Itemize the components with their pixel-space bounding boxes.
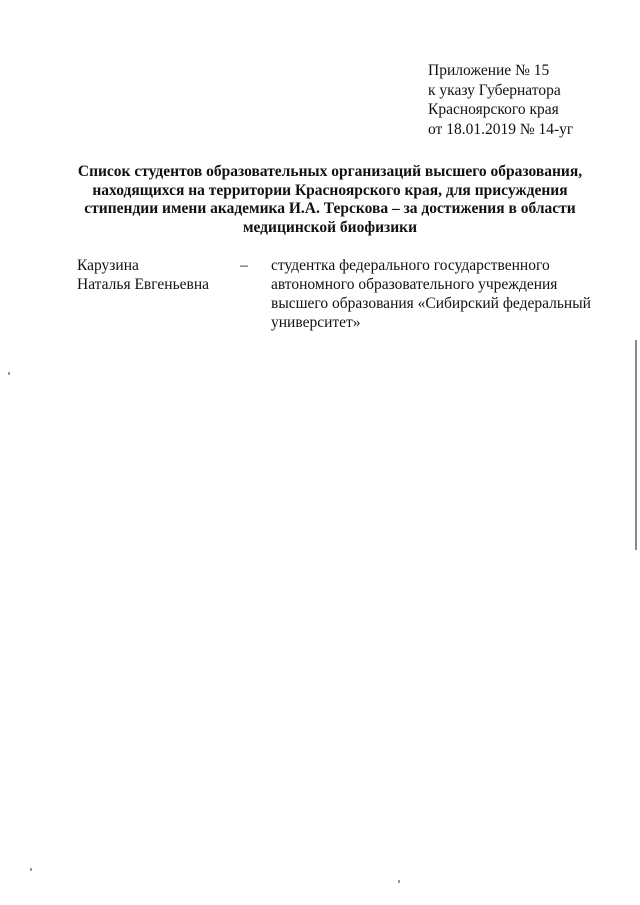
title-line: Список студентов образовательных организаций высшего образования,	[77, 163, 583, 180]
title-line: находящихся на территории Красноярского края, для присуждения	[92, 181, 568, 199]
document-title	[70, 163, 590, 237]
title-line: медицинской биофизики	[242, 218, 418, 236]
student-name	[77, 256, 209, 294]
scan-edge-mark	[635, 340, 637, 550]
student-given-names: Наталья Евгеньевна	[77, 276, 210, 293]
entry-dash: –	[240, 257, 248, 274]
description-line: автономного образовательного учреждения	[271, 276, 558, 293]
description-line: университет»	[271, 314, 361, 331]
student-description	[271, 256, 611, 332]
scan-speck	[8, 372, 10, 375]
appendix-number: Приложение № 15	[428, 62, 550, 79]
description-line: высшего образования «Сибирский федеральный	[271, 295, 591, 312]
appendix-region: Красноярского края	[428, 101, 559, 118]
title-line: стипендии имени академика И.А. Терскова – за достижения в области	[84, 200, 576, 217]
scan-speck	[30, 868, 32, 871]
appendix-date: от 18.01.2019 № 14-уг	[428, 120, 574, 138]
appendix-header	[428, 61, 573, 139]
scan-speck	[398, 880, 400, 883]
student-surname: Карузина	[77, 257, 139, 274]
description-line: студентка федерального государственного	[271, 257, 550, 274]
appendix-decree-ref: к указу Губернатора	[428, 81, 561, 99]
